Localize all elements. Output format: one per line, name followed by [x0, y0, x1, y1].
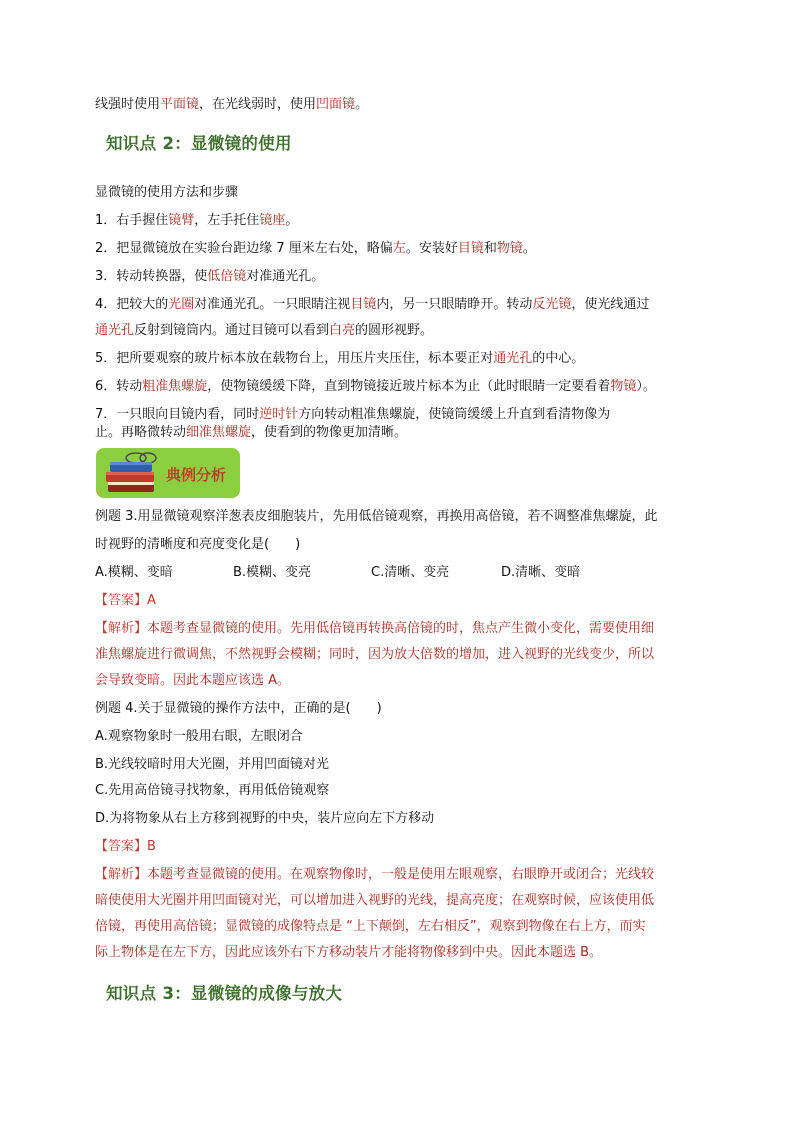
- example-4-analysis-line-1: [95, 866, 699, 884]
- step-7-line-1: [95, 406, 699, 424]
- answer-label: 【答案】: [95, 593, 148, 608]
- stacked-books-icon: [100, 448, 166, 498]
- text: 6．转动: [95, 379, 143, 394]
- keyword: 光圈: [168, 297, 195, 312]
- keyword: 镜臂: [168, 213, 195, 228]
- intro-line: [95, 96, 699, 114]
- option-c: C.清晰、变亮: [371, 565, 450, 580]
- keyword: 镜座: [259, 213, 286, 228]
- option-d: D.清晰、变暗: [501, 565, 581, 580]
- section-heading-3: 知识点 3：显微镜的成像与放大: [106, 984, 343, 1003]
- text: 的中心。: [532, 351, 585, 366]
- example-4-option-c: C.先用高倍镜寻找物象，再用低倍镜观察: [95, 783, 330, 798]
- answer-label: 【答案】: [95, 839, 148, 854]
- keyword: 白亮: [329, 323, 356, 338]
- example-4-option-d: D.为将物象从右上方移到视野的中央，装片应向左下方移动: [95, 811, 435, 826]
- example-3-question-line-1: 例题 3.用显微镜观察洋葱表皮细胞装片，先用低倍镜观察，再换用高倍镜，若不调整准焦螺旋，此: [95, 509, 658, 524]
- text: 对准通光孔。: [246, 269, 325, 284]
- steps-title: 显微镜的使用方法和步骤: [95, 185, 239, 200]
- step-4-line-1: [95, 296, 699, 314]
- text: ，左手托住: [194, 213, 260, 228]
- text: 。: [285, 213, 299, 228]
- keyword: 目镜: [350, 297, 377, 312]
- text: 和: [483, 241, 497, 256]
- example-3-options: [95, 564, 699, 582]
- text: ，在光线弱时，使用: [199, 97, 317, 112]
- text: 。: [522, 241, 536, 256]
- keyword: 物镜: [496, 241, 523, 256]
- text: ，使看到的物像更加清晰。: [251, 425, 408, 440]
- example-3-answer: [95, 592, 699, 610]
- text: 7．一只眼向目镜内看，同时: [95, 407, 260, 422]
- text: 4．把较大的: [95, 297, 169, 312]
- text: ，使物镜缓缓下降，直到物镜接近玻片标本为止（此时眼睛一定要看着: [207, 379, 611, 394]
- option-a: A.模糊、变暗: [95, 565, 173, 580]
- example-4-answer: [95, 838, 699, 856]
- example-3-analysis-line-3: 会导致变暗。因此本题应该选 A。: [95, 673, 291, 688]
- example-analysis-badge: [96, 448, 240, 498]
- keyword: 物镜: [610, 379, 637, 394]
- text: 对准通光孔。一只眼睛注视: [194, 297, 351, 312]
- keyword: 通光孔: [493, 351, 533, 366]
- text: 3．转动转换器，使: [95, 269, 208, 284]
- text: 止。再略微转动: [95, 425, 187, 440]
- text: ）。: [636, 379, 656, 394]
- text: 5．把所要观察的玻片标本放在载物台上，用压片夹压住，标本要正对: [95, 351, 494, 366]
- analysis-label: 【解析】: [95, 621, 148, 636]
- text: 。: [355, 97, 369, 112]
- text: 1．右手握住: [95, 213, 169, 228]
- keyword: 反光镜: [532, 297, 572, 312]
- step-4-line-2: [95, 322, 699, 340]
- example-4-analysis-line-3: 倍镜，再使用高倍镜；显微镜的成像特点是 “上下颠倒，左右相反”，观察到物像在右上方，而实: [95, 919, 646, 934]
- step-2: [95, 240, 699, 258]
- answer-value: A: [147, 593, 156, 608]
- example-4-option-a: A.观察物象时一般用右眼，左眼闭合: [95, 729, 303, 744]
- example-3-analysis-line-1: [95, 620, 699, 638]
- step-1: [95, 212, 699, 230]
- keyword: 低倍镜: [207, 269, 247, 284]
- keyword: 凹面镜: [316, 97, 356, 112]
- text: 内，另一只眼睛睁开。转动: [376, 297, 533, 312]
- keyword: 通光孔: [95, 323, 135, 338]
- keyword: 粗准焦螺旋: [142, 379, 208, 394]
- text: 。安装好: [405, 241, 458, 256]
- step-6: [95, 378, 699, 396]
- text: 2．把显微镜放在实验台距边缘 7 厘米左右处，略偏: [95, 241, 393, 256]
- step-5: [95, 350, 699, 368]
- keyword: 平面镜: [160, 97, 200, 112]
- text: 方向转动粗准焦螺旋，使镜筒缓缓上升直到看清物像为: [298, 407, 611, 422]
- step-7-line-2: [95, 424, 699, 442]
- section-heading-2: 知识点 2：显微镜的使用: [106, 134, 292, 153]
- example-4-question: 例题 4.关于显微镜的操作方法中，正确的是( ): [95, 701, 382, 716]
- answer-value: B: [147, 839, 156, 854]
- analysis-text: 本题考查显微镜的使用。先用低倍镜再转换高倍镜的时，焦点产生微小变化，需要使用细: [147, 621, 655, 636]
- option-b: B.模糊、变亮: [233, 565, 312, 580]
- example-4-analysis-line-4: 际上物体是在左下方，因此应该外右下方移动装片才能将物像移到中央。因此本题选 B。: [95, 945, 603, 960]
- keyword: 逆时针: [259, 407, 299, 422]
- example-3-analysis-line-2: 准焦螺旋进行微调焦，不然视野会模糊；同时，因为放大倍数的增加，进入视野的光线变少，所以: [95, 647, 655, 662]
- step-3: [95, 268, 699, 286]
- text: 的圆形视野。: [355, 323, 434, 338]
- text: ，使光线通过: [571, 297, 650, 312]
- analysis-text: 本题考查显微镜的使用。在观察物像时，一般是使用左眼观察，右眼睁开或闭合；光线较: [147, 867, 655, 882]
- keyword: 细准焦螺旋: [186, 425, 252, 440]
- analysis-label: 【解析】: [95, 867, 148, 882]
- example-3-question-line-2: 时视野的清晰度和亮度变化是( ): [95, 537, 301, 552]
- text: 反射到镜筒内。通过目镜可以看到: [134, 323, 330, 338]
- keyword: 左: [392, 241, 406, 256]
- example-4-option-b: B.光线较暗时用大光圈，并用凹面镜对光: [95, 757, 330, 772]
- text: 线强时使用: [95, 97, 161, 112]
- keyword: 目镜: [457, 241, 484, 256]
- example-4-analysis-line-2: 暗使使用大光圈并用凹面镜对光，可以增加进入视野的光线，提高亮度；在观察时候，应该使用低: [95, 893, 655, 908]
- badge-label: 典例分析: [166, 466, 227, 484]
